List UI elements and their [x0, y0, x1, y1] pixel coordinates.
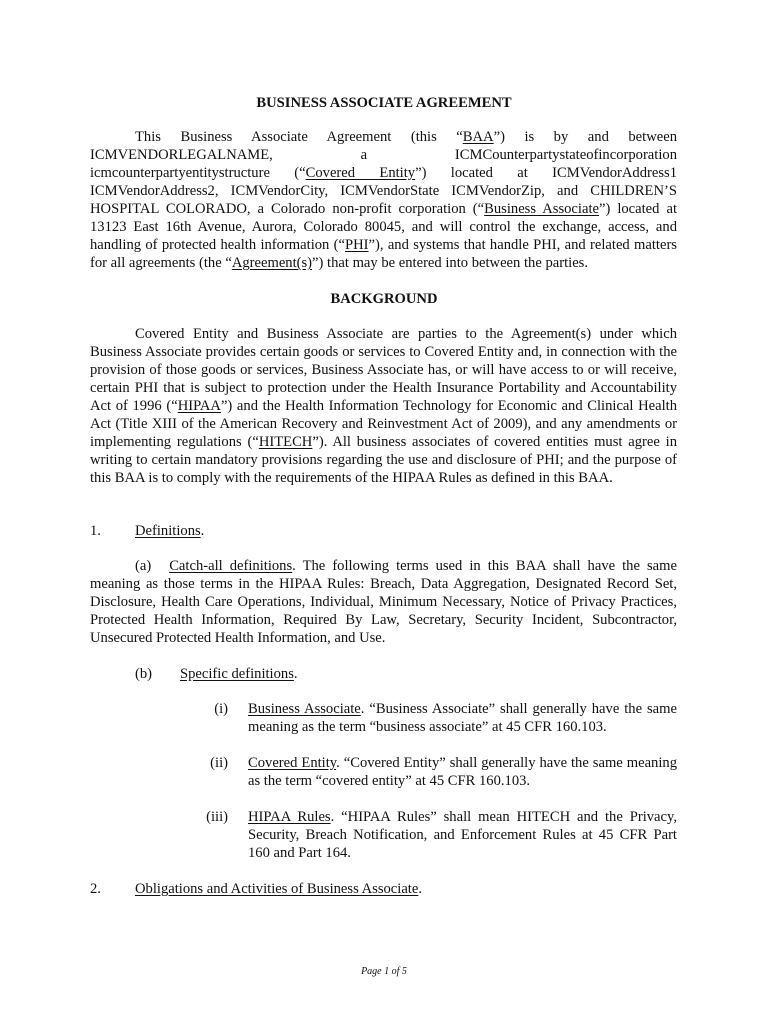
background-heading: BACKGROUND [330, 291, 438, 307]
section-1-number: 1. [90, 523, 101, 539]
definition-ii-text: Covered Entity. “Covered Entity” shall generally have the same meaning as the term “covered entity” at 45 CFR 160.103. [248, 755, 677, 789]
term-agreements: Agreement(s) [231, 255, 313, 271]
term-hipaa: HIPAA [177, 398, 221, 414]
intro-text-3: ”) located at ICMVendorAddress1 ICMVendorAddress2, ICMVendorCity, ICMVendorState ICMVendorZip, and CHILDREN’S HOSPITAL COLORADO, a Colorado non-profit corporation (“ [90, 165, 677, 217]
definition-iii-number: (iii) [206, 809, 228, 825]
definition-iii-body: “HIPAA Rules” shall mean HITECH and the Privacy, Security, Breach Notification, and Enforcement Rules at 45 CFR Part 160 and Part 164. [248, 809, 677, 861]
definition-ii-body: “Covered Entity” shall generally have the same meaning as the term “covered entity” at 45 CFR 160.103. [248, 755, 677, 789]
definition-a-label: (a) [135, 558, 152, 574]
background-paragraph [90, 325, 677, 487]
definition-i-text: Business Associate. “Business Associate” shall generally have the same meaning as the term “business associate” at 45 CFR 160.103. [248, 701, 677, 735]
definition-a-text: The following terms used in this BAA shall have the same meaning as those terms in the HIPAA Rules: Breach, Data Aggregation, Designated Record Set, Disclosure, Health Care Operations, Individual, Minimum Necessary, Notice of Privacy Practices, Protected Health Information, Required By Law, Secretary, Security Incident, Subcontractor, Unsecured Protected Health Information, and Use. [90, 558, 677, 646]
document-title: BUSINESS ASSOCIATE AGREEMENT [256, 95, 512, 111]
section-1-heading-text: Definitions [135, 523, 201, 539]
term-covered-entity: Covered Entity [305, 165, 416, 181]
definition-b-heading-text: Specific definitions [180, 666, 294, 682]
intro-text-6: ”) that may be entered into between the parties. [312, 255, 588, 271]
definition-i-number: (i) [214, 701, 228, 717]
section-2-heading: Obligations and Activities of Business Associate. [135, 881, 422, 897]
page-footer: Page 1 of 5 [361, 966, 407, 977]
definition-iii-term: HIPAA Rules [248, 809, 331, 825]
definition-a-paragraph: (a) Catch-all definitions. The following terms used in this BAA shall have the same meaning as those terms in the HIPAA Rules: Breach, Data Aggregation, Designated Record Set, Disclosure, Health Care Operations, Individual, Minimum Necessary, Notice of Privacy Practices, Protected Health Information, Required By Law, Secretary, Security Incident, Subcontractor, Unsecured Protected Health Information, and Use. [90, 558, 677, 646]
background-text-3: ”). All business associates of covered entities must agree in writing to certain mandatory provisions regarding the use and disclosure of PHI; and the purpose of this BAA is to comply with the requirements of the HIPAA Rules as defined in this BAA. [90, 434, 677, 486]
intro-text-2: ”) is by and between ICMVENDORLEGALNAME, a ICMCounterpartystateofincorporation icmcounterpartyentitystructure (“ [90, 129, 677, 181]
intro-paragraph [90, 128, 677, 272]
background-text-1: Covered Entity and Business Associate are parties to the Agreement(s) under which Business Associate provides certain goods or services to Covered Entity and, in connection with the provision of those goods or services, Business Associate has, or will have access to or will receive, certain PHI that is subject to protection under the Health Insurance Portability and Accountability Act of 1996 (“ [90, 326, 677, 414]
term-business-associate: Business Associate [484, 201, 599, 217]
intro-text-5: ”), and systems that handle PHI, and related matters for all agreements (the “ [90, 237, 677, 271]
term-phi: PHI [345, 237, 369, 253]
definition-ii-number: (ii) [210, 755, 228, 771]
term-hitech: HITECH [258, 434, 313, 450]
definition-b-heading: Specific definitions. [180, 666, 298, 682]
definition-i-term: Business Associate [248, 701, 361, 717]
definition-a-heading: Catch-all definitions [169, 558, 293, 574]
section-2-heading-text: Obligations and Activities of Business Associate [135, 881, 419, 897]
section-1-heading: Definitions. [135, 523, 205, 539]
definition-i-body: “Business Associate” shall generally have the same meaning as the term “business associate” at 45 CFR 160.103. [248, 701, 677, 735]
intro-text-1: This Business Associate Agreement (this “ [135, 129, 463, 145]
definition-iii-text: HIPAA Rules. “HIPAA Rules” shall mean HITECH and the Privacy, Security, Breach Notification, and Enforcement Rules at 45 CFR Part 160 and Part 164. [248, 809, 677, 861]
section-2-number: 2. [90, 881, 101, 897]
term-baa: BAA [462, 129, 494, 145]
definition-ii-term: Covered Entity [248, 755, 337, 771]
background-text-2: ”) and the Health Information Technology for Economic and Clinical Health Act (Title XIII of the American Recovery and Reinvestment Act of 2009), and any amendments or implementing regulations (“ [90, 398, 677, 450]
definition-b-label: (b) [135, 666, 153, 682]
intro-text-4: ”) located at 13123 East 16th Avenue, Aurora, Colorado 80045, and will control the exchange, access, and handling of protected health information (“ [90, 201, 677, 253]
